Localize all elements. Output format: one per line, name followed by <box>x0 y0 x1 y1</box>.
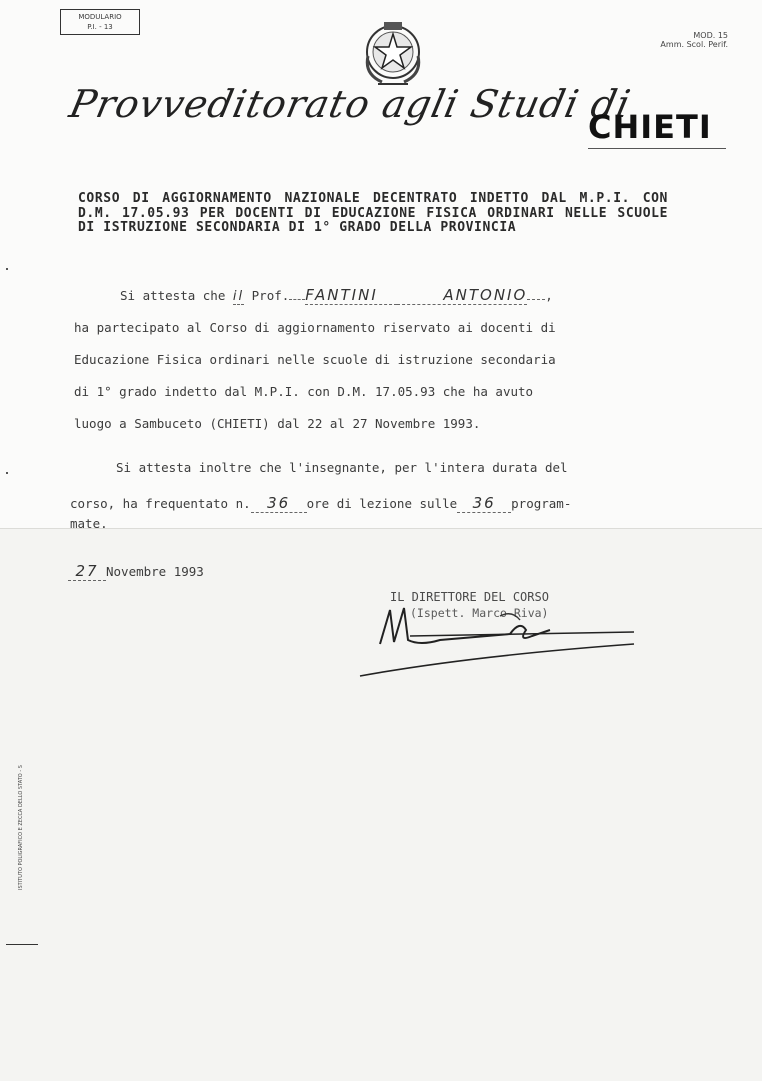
modulario-label: MODULARIO <box>78 13 122 21</box>
mod-office: Amm. Scol. Perif. <box>660 40 728 49</box>
modulario-code: P.I. - 13 <box>87 23 113 31</box>
form-reference <box>660 31 728 49</box>
hours-attended: 36 <box>251 494 307 513</box>
course-title: CORSO DI AGGIORNAMENTO NAZIONALE DECENTRATO INDETTO DAL M.P.I. CON D.M. 17.05.93 PER DOCENTI DI EDUCAZIONE FISICA ORDINARI NELLE SCUOLE DI ISTRUZIONE SECONDARIA DI 1° GRADO DELLA PROVINCIA <box>78 191 668 235</box>
director-name: (Ispett. Marco Riva) <box>410 606 549 620</box>
margin-dot <box>6 472 8 474</box>
attestation-line-3: Educazione Fisica ordinari nelle scuole di istruzione secondaria <box>74 352 556 367</box>
heading-underline <box>588 148 726 149</box>
teacher-surname: FANTINI <box>305 286 397 305</box>
attestation-line-2: ha partecipato al Corso di aggiornamento riservato ai docenti di <box>74 320 556 335</box>
attendance-prefix: corso, ha frequentato n. <box>70 496 251 511</box>
issue-date <box>68 562 204 581</box>
prof-label: Prof. <box>244 288 290 303</box>
handwritten-signature <box>350 600 650 690</box>
attendance-line-1: Si attesta inoltre che l'insegnante, per l'intera durata del <box>116 460 568 475</box>
article-handwritten: il <box>232 289 245 304</box>
margin-mark <box>6 944 38 945</box>
office-heading-script: Provveditorato agli Studi di <box>65 82 635 126</box>
hours-scheduled: 36 <box>457 494 511 513</box>
attestation-line-4: di 1° grado indetto dal M.P.I. con D.M. 17.05.93 che ha avuto <box>74 384 534 399</box>
attendance-suffix: program- <box>511 496 572 511</box>
issue-month-year: Novembre 1993 <box>106 564 204 579</box>
attestation-line-1: Si attesta che il Prof. FANTINI ANTONIO , <box>120 286 553 304</box>
attestation-line-5: luogo a Sambuceto (CHIETI) dal 22 al 27 Novembre 1993. <box>74 416 481 431</box>
modulario-box <box>60 9 140 35</box>
office-city: CHIETI <box>588 108 712 146</box>
printer-imprint: ISTITUTO POLIGRAFICO E ZECCA DELLO STATO - S <box>18 765 24 890</box>
attendance-line-2 <box>70 494 571 513</box>
margin-dot <box>6 268 8 270</box>
attestation-prefix: Si attesta che <box>120 288 233 303</box>
teacher-name: ANTONIO <box>397 286 527 305</box>
director-title: IL DIRETTORE DEL CORSO <box>390 590 549 604</box>
attendance-middle: ore di lezione sulle <box>306 496 458 511</box>
mod-number: MOD. 15 <box>693 31 728 40</box>
republic-emblem-icon <box>360 16 426 92</box>
attendance-line-3: mate. <box>70 516 108 531</box>
issue-day: 27 <box>68 562 106 581</box>
